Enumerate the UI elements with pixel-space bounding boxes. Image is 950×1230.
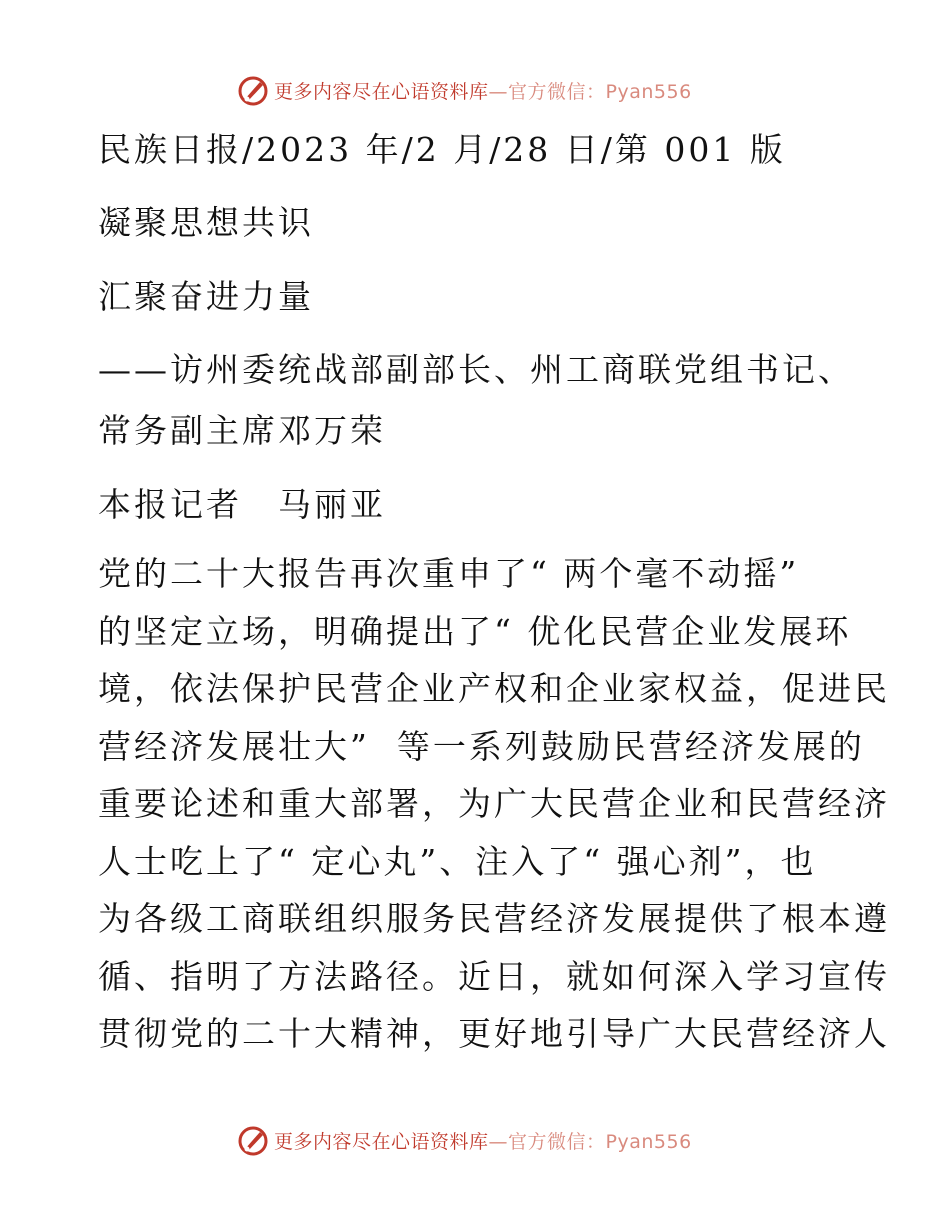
watermark-footer [236, 1122, 692, 1158]
quill-logo-icon [236, 1123, 270, 1157]
paragraph-line: 境，依法保护民营企业产权和企业家权益，促进民 [98, 669, 890, 708]
paragraph-line: 重要论述和重大部署，为广大民营企业和民营经济 [98, 784, 890, 823]
watermark-text: 更多内容尽在心语资料库—官方微信：Pyan556 [274, 80, 692, 103]
headline-line-2: 汇聚奋进力量 [98, 277, 314, 316]
watermark-text: 更多内容尽在心语资料库—官方微信：Pyan556 [274, 1130, 692, 1153]
paragraph-line: 贯彻党的二十大精神，更好地引导广大民营经济人 [98, 1014, 890, 1053]
subtitle-line-1: ——访州委统战部副部长、州工商联党组书记、 [98, 350, 854, 389]
watermark-header [236, 72, 692, 108]
paragraph-line: 党的二十大报告再次重申了“ 两个毫不动摇” [98, 554, 800, 593]
headline-line-1: 凝聚思想共识 [98, 203, 314, 242]
paragraph-line: 人士吃上了“ 定心丸”、注入了“ 强心剂”，也 [98, 841, 817, 881]
paragraph-line: 营经济发展壮大” 等一系列鼓励民营经济发展的 [98, 726, 865, 766]
paragraph-line: 为各级工商联组织服务民营经济发展提供了根本遵 [98, 899, 890, 938]
body-paragraph [98, 545, 890, 1063]
masthead: 民族日报/2023 年/2 月/28 日/第 001 版 [98, 130, 786, 169]
byline: 本报记者 马丽亚 [98, 485, 386, 524]
quill-logo-icon [236, 73, 270, 107]
subtitle-line-2: 常务副主席邓万荣 [98, 411, 386, 450]
paragraph-line: 循、指明了方法路径。近日，就如何深入学习宣传 [98, 956, 890, 996]
paragraph-line: 的坚定立场，明确提出了“ 优化民营企业发展环 [98, 611, 852, 651]
